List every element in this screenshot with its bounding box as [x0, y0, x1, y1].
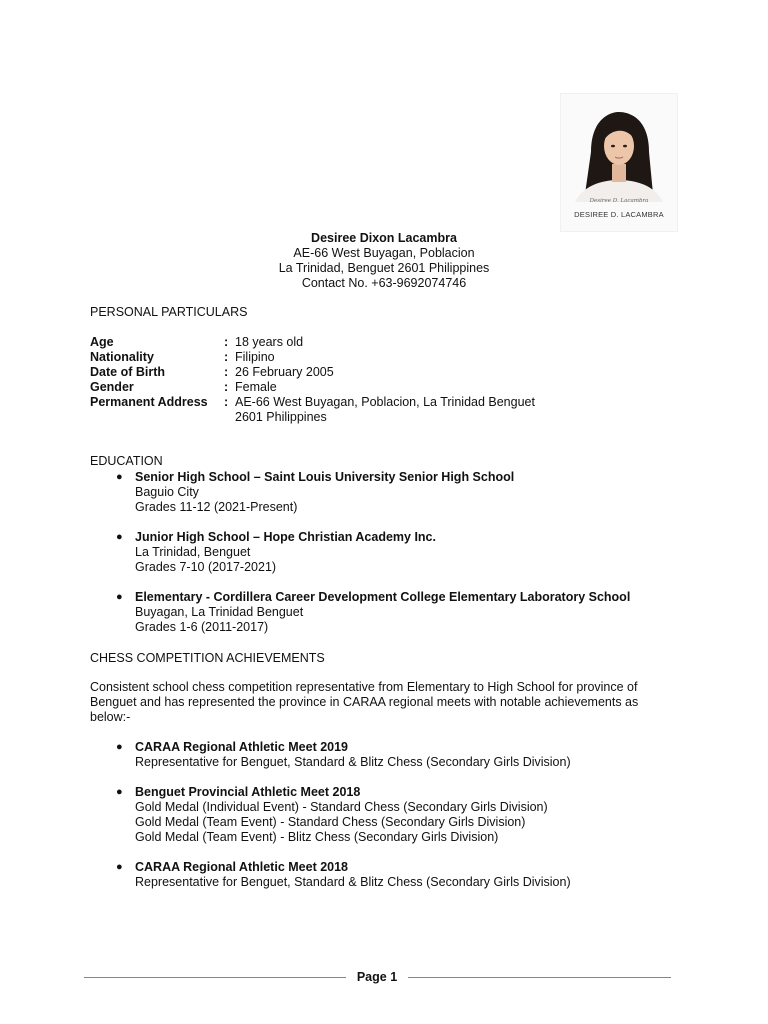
school-location: La Trinidad, Benguet: [135, 545, 251, 559]
pp-colon: :: [224, 395, 229, 409]
pp-colon: :: [224, 335, 229, 349]
chess-achievements-heading: CHESS COMPETITION ACHIEVEMENTS: [90, 651, 325, 665]
contact-header: [0, 231, 768, 291]
school-location: Baguio City: [135, 485, 199, 499]
footer-divider-right: [408, 977, 671, 978]
education-heading: EDUCATION: [90, 454, 163, 468]
achievement-title: CARAA Regional Athletic Meet 2018: [135, 860, 349, 874]
pp-label: Age: [90, 335, 114, 349]
bullet-icon: ●: [116, 786, 123, 798]
pp-value: [235, 395, 565, 425]
achievement-item: [90, 785, 690, 845]
achievement-title: Benguet Provincial Athletic Meet 2018: [135, 785, 361, 799]
bullet-icon: ●: [116, 471, 123, 483]
pp-value: Filipino: [235, 350, 275, 364]
pp-label: Nationality: [90, 350, 154, 364]
full-name: Desiree Dixon Lacambra: [311, 231, 457, 245]
pp-row-date-of-birth: [90, 365, 565, 380]
education-item: [90, 590, 690, 635]
achievements-list: [90, 740, 690, 890]
school-years: Grades 11-12 (2021-Present): [135, 500, 298, 514]
pp-colon: :: [224, 365, 229, 379]
address-value-line-1: AE-66 West Buyagan, Poblacion, La Trinidad Benguet: [235, 395, 535, 409]
bullet-icon: ●: [116, 741, 123, 753]
achievement-line: Representative for Benguet, Standard & Blitz Chess (Secondary Girls Division): [135, 755, 571, 769]
footer-divider-left: [84, 977, 346, 978]
address-value-line-2: 2601 Philippines: [235, 410, 327, 424]
school-location: Buyagan, La Trinidad Benguet: [135, 605, 304, 619]
pp-label: Permanent Address: [90, 395, 208, 409]
bullet-icon: ●: [116, 861, 123, 873]
pp-value: Female: [235, 380, 277, 394]
pp-colon: :: [224, 350, 229, 364]
achievement-line: Gold Medal (Team Event) - Standard Chess (Secondary Girls Division): [135, 815, 526, 829]
achievement-item: [90, 860, 690, 890]
education-item: [90, 470, 690, 515]
achievement-line: Gold Medal (Individual Event) - Standard Chess (Secondary Girls Division): [135, 800, 548, 814]
pp-row-permanent-address: [90, 395, 565, 425]
bullet-icon: ●: [116, 591, 123, 603]
achievement-title: CARAA Regional Athletic Meet 2019: [135, 740, 349, 754]
school-title: Senior High School – Saint Louis University Senior High School: [135, 470, 515, 484]
education-list: [90, 470, 690, 635]
bullet-icon: ●: [116, 531, 123, 543]
page-number: Page 1: [356, 970, 398, 984]
school-years: Grades 7-10 (2017-2021): [135, 560, 277, 574]
achievement-line: Representative for Benguet, Standard & Blitz Chess (Secondary Girls Division): [135, 875, 571, 889]
pp-row-gender: [90, 380, 565, 395]
personal-particulars-heading: PERSONAL PARTICULARS: [90, 305, 248, 319]
pp-label: Date of Birth: [90, 365, 165, 379]
school-title: Junior High School – Hope Christian Academy Inc.: [135, 530, 436, 544]
school-years: Grades 1-6 (2011-2017): [135, 620, 269, 634]
photo-caption: DESIREE D. LACAMBRA: [574, 210, 664, 219]
education-item: [90, 530, 690, 575]
pp-colon: :: [224, 380, 229, 394]
personal-particulars-table: [90, 335, 565, 425]
address-line-2: La Trinidad, Benguet 2601 Philippines: [278, 261, 490, 275]
achievement-line: Gold Medal (Team Event) - Blitz Chess (Secondary Girls Division): [135, 830, 499, 844]
address-line-1: AE-66 West Buyagan, Poblacion: [293, 246, 475, 260]
pp-row-nationality: [90, 350, 565, 365]
profile-photo: [560, 93, 678, 232]
chess-intro-paragraph: Consistent school chess competition representative from Elementary to High School for province of Benguet and has represented the province in CARAA regional meets with notable achievements as below:-: [90, 680, 639, 724]
pp-row-age: [90, 335, 565, 350]
pp-label: Gender: [90, 380, 134, 394]
pp-value: 26 February 2005: [235, 365, 334, 379]
signature-text: Desiree D. Lacambra: [589, 198, 649, 204]
contact-number: Contact No. +63-9692074746: [301, 276, 467, 290]
school-title: Elementary - Cordillera Career Development College Elementary Laboratory School: [135, 590, 631, 604]
achievement-item: [90, 740, 690, 770]
pp-value: 18 years old: [235, 335, 304, 349]
